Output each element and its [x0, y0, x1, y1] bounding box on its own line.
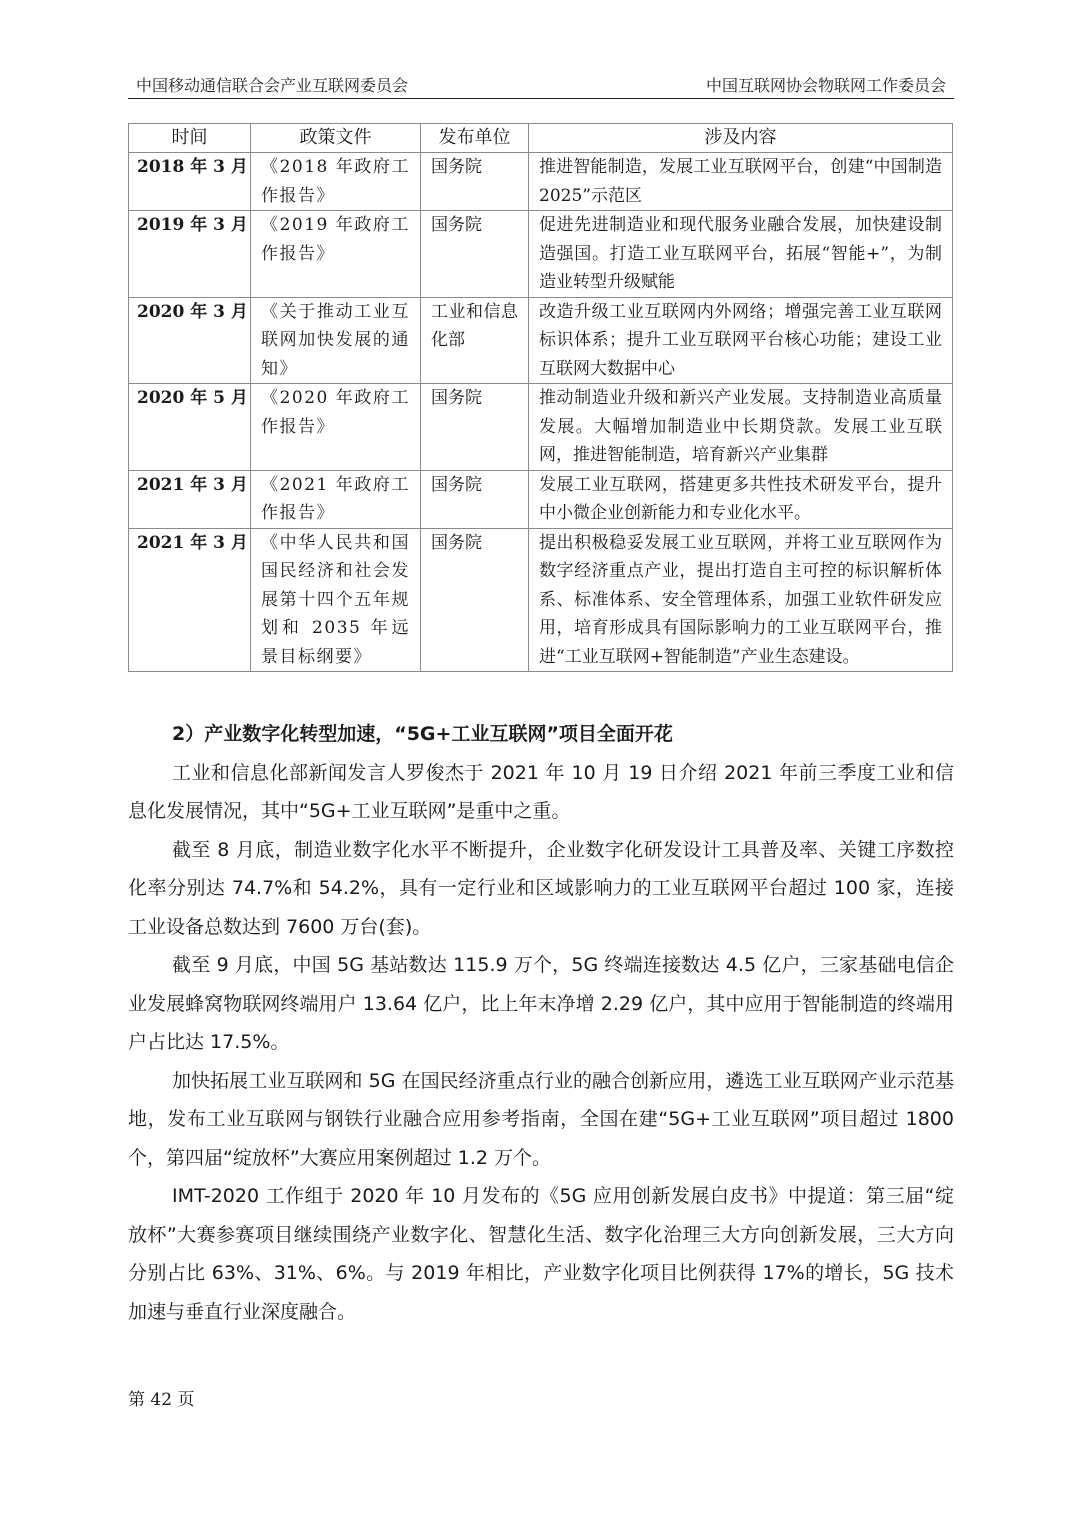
cell-content: 提出积极稳妥发展工业互联网，并将工业互联网作为数字经济重点产业，提出打造自主可控的标识解析体系、标准体系、安全管理体系，加强工业软件研发应用，培育形成具有国际影响力的工业互联网平台，推进“工业互联网+智能制造”产业生态建设。: [529, 528, 953, 672]
cell-issuer: 国务院: [421, 211, 529, 298]
cell-content: 推动制造业升级和新兴产业发展。支持制造业高质量发展。大幅增加制造业中长期贷款。发展工业互联网，推进智能制造，培育新兴产业集群: [529, 384, 953, 471]
table-row: [129, 528, 953, 672]
cell-date: 2020 年 3 月: [129, 297, 251, 384]
body-section: [128, 715, 954, 1331]
table-row: [129, 297, 953, 384]
cell-date: 2020 年 5 月: [129, 384, 251, 471]
paragraph: 截至 9 月底，中国 5G 基站数达 115.9 万个，5G 终端连接数达 4.5 亿户，三家基础电信企业发展蜂窝物联网终端用户 13.64 亿户，比上年末净增 2.29 亿户，其中应用于智能制造的终端用户占比达 17.5%。: [128, 954, 954, 1053]
cell-document: 《关于推动工业互联网加快发展的通知》: [251, 297, 421, 384]
paragraph: 加快拓展工业互联网和 5G 在国民经济重点行业的融合创新应用，遴选工业互联网产业示范基地，发布工业互联网与钢铁行业融合应用参考指南，全国在建“5G+工业互联网”项目超过 1800 个，第四届“绽放杯”大赛应用案例超过 1.2 万个。: [128, 1069, 954, 1169]
cell-date: 2021 年 3 月: [129, 470, 251, 528]
cell-document: 《2019 年政府工作报告》: [251, 211, 421, 298]
paragraph: IMT-2020 工作组于 2020 年 10 月发布的《5G 应用创新发展白皮书》中提道：第三届“绽放杯”大赛参赛项目继续围绕产业数字化、智慧化生活、数字化治理三大方向创新发展，三大方向分别占比 63%、31%、6%。与 2019 年相比，产业数字化项目比例获得 17%的增长，5G 技术加速与垂直行业深度融合。: [128, 1185, 954, 1323]
cell-content: 发展工业互联网，搭建更多共性技术研发平台，提升中小微企业创新能力和专业化水平。: [529, 470, 953, 528]
policy-table: [128, 123, 953, 672]
cell-issuer: 国务院: [421, 528, 529, 672]
table-header-row: [129, 124, 953, 153]
cell-content: 改造升级工业互联网内外网络；增强完善工业互联网标识体系；提升工业互联网平台核心功能；建设工业互联网大数据中心: [529, 297, 953, 384]
cell-issuer: 国务院: [421, 470, 529, 528]
cell-date: 2018 年 3 月: [129, 153, 251, 211]
cell-date: 2021 年 3 月: [129, 528, 251, 672]
cell-document: 《中华人民共和国国民经济和社会发展第十四个五年规划和 2035 年远景目标纲要》: [251, 528, 421, 672]
page-number: 第 42 页: [128, 1390, 195, 1410]
header-right-title: 中国互联网协会物联网工作委员会: [705, 76, 946, 95]
cell-document: 《2018 年政府工作报告》: [251, 153, 421, 211]
cell-document: 《2021 年政府工作报告》: [251, 470, 421, 528]
cell-issuer: 工业和信息化部: [421, 297, 529, 384]
table-row: [129, 211, 953, 298]
header-divider: [128, 98, 954, 99]
cell-issuer: 国务院: [421, 384, 529, 471]
table-row: [129, 470, 953, 528]
paragraph: 工业和信息化部新闻发言人罗俊杰于 2021 年 10 月 19 日介绍 2021 年前三季度工业和信息化发展情况，其中“5G+工业互联网”是重中之重。: [128, 761, 954, 822]
table-row: [129, 384, 953, 471]
cell-content: 促进先进制造业和现代服务业融合发展，加快建设制造强国。打造工业互联网平台，拓展“智能+”，为制造业转型升级赋能: [529, 211, 953, 298]
header-left-title: 中国移动通信联合会产业互联网委员会: [136, 76, 409, 95]
column-header-content: 涉及内容: [529, 124, 953, 153]
column-header-document: 政策文件: [251, 124, 421, 153]
column-header-time: 时间: [129, 124, 251, 153]
cell-date: 2019 年 3 月: [129, 211, 251, 298]
table-row: [129, 153, 953, 211]
section-heading: 2）产业数字化转型加速，“5G+工业互联网”项目全面开花: [172, 723, 673, 745]
cell-issuer: 国务院: [421, 153, 529, 211]
paragraph: 截至 8 月底，制造业数字化水平不断提升，企业数字化研发设计工具普及率、关键工序数控化率分别达 74.7%和 54.2%，具有一定行业和区域影响力的工业互联网平台超过 100 家，连接工业设备总数达到 7600 万台(套)。: [128, 838, 954, 938]
cell-document: 《2020 年政府工作报告》: [251, 384, 421, 471]
column-header-issuer: 发布单位: [421, 124, 529, 153]
cell-content: 推进智能制造，发展工业互联网平台，创建“中国制造 2025”示范区: [529, 153, 953, 211]
page-header: [128, 74, 954, 98]
